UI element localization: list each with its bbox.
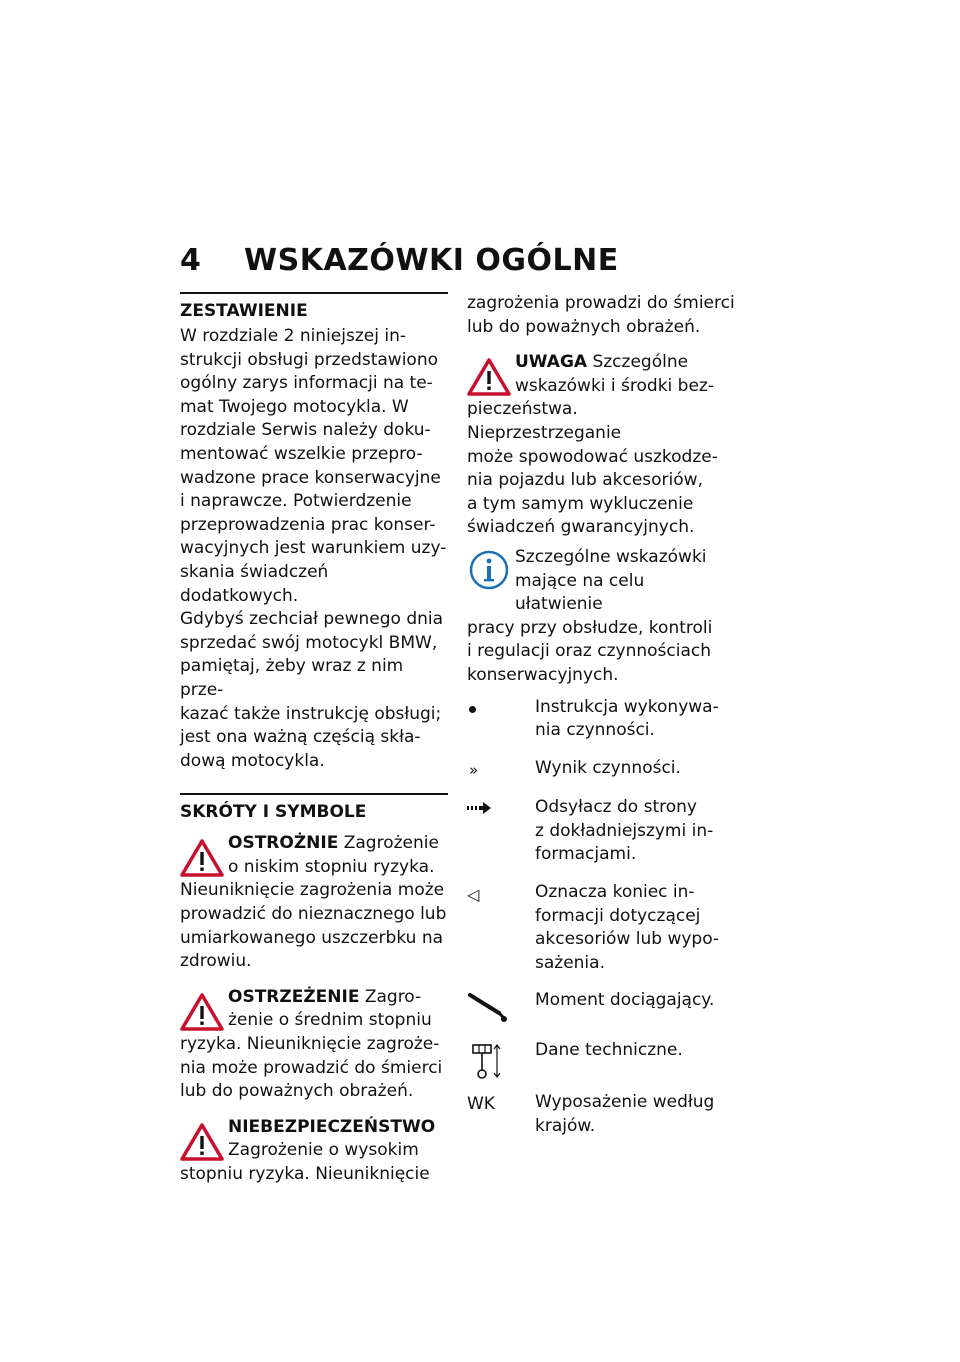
text-line: a tym samym wykluczenie	[467, 493, 694, 514]
text-line: Szczególne	[587, 352, 689, 373]
text-line: Zagrożenie	[338, 833, 439, 854]
result-icon: »	[469, 760, 479, 779]
text-line: umiarkowanego uszczerbku na	[180, 927, 444, 948]
caution-note	[180, 832, 448, 974]
text-line: Nieuniknięcie zagrożenia może	[180, 880, 445, 901]
legend-text: sażenia.	[535, 952, 605, 973]
torque-wrench-icon	[467, 991, 511, 1025]
text-line: nia pojazdu lub akcesoriów,	[467, 470, 703, 491]
info-icon	[467, 548, 511, 592]
text-line: rozdziale Serwis należy doku-	[180, 420, 431, 441]
chapter-title	[180, 243, 619, 278]
text-line: stopniu ryzyka. Nieuniknięcie	[180, 1164, 430, 1184]
text-line: Zagro-	[359, 986, 422, 1007]
warning-triangle-icon	[180, 992, 224, 1032]
warning-triangle-icon	[180, 838, 224, 878]
legend-text: z dokładniejszymi in-	[535, 820, 714, 841]
text-line: kazać także instrukcję obsługi;	[180, 703, 442, 724]
legend-row	[467, 757, 735, 783]
warning-triangle-icon	[180, 1122, 224, 1162]
warning-keyword: OSTRZEŻENIE	[228, 986, 360, 1007]
legend-text: Wyposażenie według	[535, 1092, 715, 1113]
text-line: o niskim stopniu ryzyka.	[228, 856, 435, 877]
legend-text: Dane techniczne.	[535, 1040, 683, 1061]
text-line: wadzone prace konserwacyjne	[180, 467, 441, 488]
text-line: prowadzić do nieznacznego lub	[180, 904, 447, 925]
section-rule	[180, 793, 448, 795]
legend-text: formacjami.	[535, 844, 637, 865]
danger-note	[180, 1116, 448, 1187]
chapter-number: 4	[180, 243, 202, 278]
text-line: świadczeń gwarancyjnych.	[467, 517, 695, 538]
text-line: Zagrożenie o wysokim	[228, 1140, 419, 1161]
text-line: i regulacji oraz czynnościach	[467, 641, 711, 662]
text-line: nia może prowadzić do śmierci	[180, 1057, 443, 1078]
text-line: pamiętaj, żeby wraz z nim prze-	[180, 656, 404, 700]
text-line: dową motocykla.	[180, 750, 325, 771]
text-line: W rozdziale 2 niniejszej in-	[180, 326, 406, 346]
text-line: sprzedać swój motocykl BMW,	[180, 632, 438, 653]
text-line: lub do poważnych obrażeń.	[180, 1081, 414, 1102]
chapter-title-text: WSKAZÓWKI OGÓLNE	[244, 243, 619, 278]
legend-text: nia czynności.	[535, 720, 655, 741]
text-line: lub do poważnych obrażeń.	[467, 316, 701, 337]
legend-row	[467, 1091, 735, 1138]
text-line: konserwacyjnych.	[467, 664, 619, 685]
text-line: Gdybyś zechciał pewnego dnia	[180, 609, 444, 630]
text-line: mat Twojego motocykla. W	[180, 396, 409, 417]
section-rule	[180, 292, 448, 294]
text-line: pracy przy obsłudze, kontroli	[467, 617, 713, 638]
text-line: wskazówki i środki bez-	[515, 375, 714, 396]
attention-note	[467, 351, 735, 540]
text-line: mentować wszelkie przepro-	[180, 443, 423, 464]
warning-note	[180, 986, 448, 1104]
warning-triangle-icon	[467, 357, 511, 397]
text-line: wacyjnych jest warunkiem uzy-	[180, 538, 447, 559]
section-heading-overview: ZESTAWIENIE	[180, 301, 308, 321]
legend-text: akcesoriów lub wypo-	[535, 929, 720, 950]
legend-row	[467, 696, 735, 743]
text-line: zdrowiu.	[180, 951, 252, 972]
legend-text: Moment dociągający.	[535, 990, 715, 1011]
text-line: Szczególne wskazówki	[515, 546, 707, 567]
overview-text	[180, 325, 448, 773]
legend-text: Wynik czynności.	[535, 757, 681, 778]
text-line: ryzyka. Nieuniknięcie zagroże-	[180, 1034, 440, 1055]
legend-row	[467, 796, 735, 867]
text-line: strukcji obsługi przedstawiono	[180, 349, 438, 370]
bullet-icon	[469, 706, 476, 713]
legend-text: krajów.	[535, 1116, 596, 1137]
legend-row	[467, 881, 735, 975]
page-reference-arrow-icon	[467, 801, 493, 815]
section-heading-symbols: SKRÓTY I SYMBOLE	[180, 802, 367, 823]
text-line: przeprowadzenia prac konser-	[180, 514, 436, 535]
legend-text: Instrukcja wykonywa-	[535, 696, 719, 717]
legend-row	[467, 1039, 735, 1081]
text-line: pieczeństwa. Nieprzestrzeganie	[467, 399, 622, 443]
legend-text: formacji dotyczącej	[535, 905, 701, 926]
attention-keyword: UWAGA	[515, 352, 588, 373]
end-of-info-triangle-icon: ◁	[467, 885, 480, 905]
legend-row	[467, 989, 735, 1025]
text-line: może spowodować uszkodze-	[467, 446, 718, 467]
text-line: żenie o średnim stopniu	[228, 1010, 432, 1031]
text-line: mające na celu ułatwienie	[515, 570, 645, 615]
info-note	[467, 546, 735, 688]
technical-data-icon	[467, 1041, 507, 1081]
legend-text: Odsyłacz do strony	[535, 797, 697, 818]
country-equipment-label: WK	[467, 1094, 495, 1115]
text-line: zagrożenia prowadzi do śmierci	[467, 293, 735, 313]
text-line: i naprawcze. Potwierdzenie	[180, 491, 412, 512]
right-column	[467, 292, 735, 1139]
text-line: jest ona ważną częścią skła-	[180, 727, 421, 748]
danger-keyword: NIEBEZPIECZEŃSTWO	[228, 1116, 436, 1137]
left-column	[180, 292, 448, 1187]
text-line: skania świadczeń dodatkowych.	[180, 561, 329, 606]
legend-text: Oznacza koniec in-	[535, 882, 695, 903]
text-line: ogólny zarys informacji na te-	[180, 373, 433, 394]
caution-keyword: OSTROŻNIE	[228, 833, 339, 854]
